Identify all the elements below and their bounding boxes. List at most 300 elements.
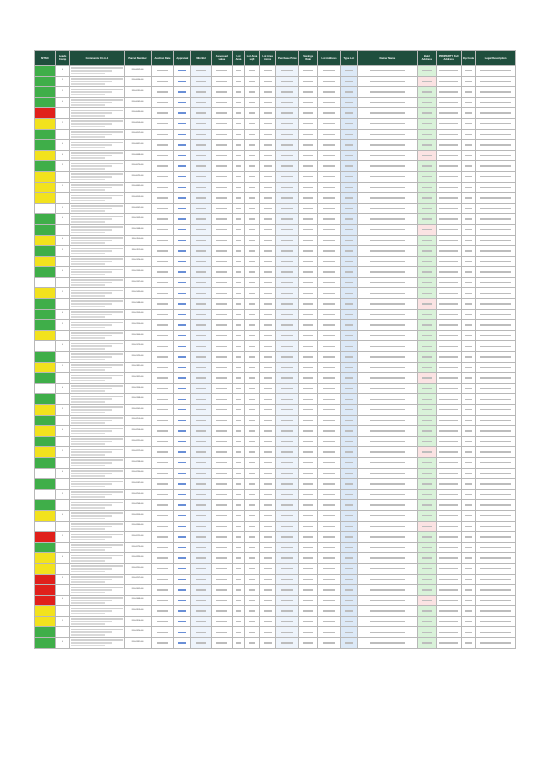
table-row[interactable] — [35, 500, 516, 511]
data-cell — [476, 299, 516, 310]
column-header[interactable]: Lot Area — [232, 51, 244, 66]
data-cell — [417, 383, 436, 394]
data-cell[interactable] — [174, 585, 191, 596]
data-cell[interactable] — [174, 415, 191, 426]
cell-content — [422, 557, 431, 558]
cell-content — [236, 483, 242, 484]
data-cell — [340, 140, 357, 151]
data-cell — [299, 532, 318, 543]
data-cell — [232, 426, 244, 437]
table-row[interactable] — [35, 161, 516, 172]
data-cell — [245, 171, 260, 182]
data-cell[interactable] — [174, 118, 191, 129]
table-row[interactable] — [35, 436, 516, 447]
cell-content — [370, 610, 404, 611]
data-cell[interactable] — [174, 500, 191, 511]
data-cell — [299, 352, 318, 363]
data-cell[interactable] — [174, 627, 191, 638]
table-row[interactable] — [35, 66, 516, 77]
table-row[interactable] — [35, 405, 516, 416]
data-cell — [461, 320, 476, 331]
data-cell — [151, 309, 174, 320]
column-header[interactable]: Purchase Price — [276, 51, 299, 66]
data-cell — [191, 352, 212, 363]
table-row[interactable] — [35, 606, 516, 617]
table-row[interactable] — [35, 563, 516, 574]
parcel-cell: 2014-03196-000 — [124, 616, 151, 627]
cell-content — [303, 409, 312, 410]
data-cell — [476, 394, 516, 405]
column-header[interactable]: Comments On A-1 — [70, 51, 124, 66]
table-row[interactable] — [35, 468, 516, 479]
table-row[interactable] — [35, 479, 516, 490]
cell-content — [216, 282, 227, 283]
data-cell — [461, 299, 476, 310]
cell-content — [439, 621, 458, 622]
data-cell — [340, 87, 357, 98]
data-cell — [245, 606, 260, 617]
data-cell[interactable] — [174, 299, 191, 310]
data-cell[interactable] — [174, 277, 191, 288]
data-cell — [357, 606, 417, 617]
data-cell[interactable] — [174, 616, 191, 627]
data-cell[interactable] — [174, 76, 191, 87]
comment-cell — [70, 235, 124, 246]
data-cell — [191, 193, 212, 204]
comment-cell — [70, 214, 124, 225]
column-header[interactable]: Buid Address — [417, 51, 436, 66]
cell-content — [281, 271, 293, 272]
cell-content — [439, 632, 458, 633]
cell-content — [216, 388, 227, 389]
data-cell[interactable] — [174, 256, 191, 267]
data-cell[interactable] — [174, 330, 191, 341]
data-cell[interactable] — [174, 288, 191, 299]
cell-content — [249, 568, 256, 569]
table-row[interactable] — [35, 214, 516, 225]
status-fill — [35, 130, 55, 140]
data-cell — [461, 574, 476, 585]
cell-content — [236, 155, 242, 156]
data-cell[interactable] — [174, 182, 191, 193]
status-fill — [35, 617, 55, 627]
data-cell — [151, 118, 174, 129]
data-cell — [436, 182, 461, 193]
data-cell — [417, 638, 436, 649]
cell-content — [370, 261, 404, 262]
data-cell — [461, 532, 476, 543]
cell-content — [264, 388, 272, 389]
table-row[interactable] — [35, 352, 516, 363]
cell-content — [216, 187, 227, 188]
status-swatch — [35, 182, 56, 193]
data-cell[interactable] — [174, 161, 191, 172]
data-cell — [340, 309, 357, 320]
table-row[interactable] — [35, 447, 516, 458]
data-cell — [259, 256, 276, 267]
data-cell — [417, 489, 436, 500]
cell-content — [264, 568, 272, 569]
cell-content — [157, 218, 169, 219]
parcel-cell: 2014-00311-000 — [124, 87, 151, 98]
cell-content — [236, 70, 242, 71]
data-cell[interactable] — [174, 171, 191, 182]
data-cell[interactable] — [174, 235, 191, 246]
cell-content — [216, 515, 227, 516]
table-row[interactable] — [35, 235, 516, 246]
data-cell[interactable] — [174, 140, 191, 151]
data-cell — [151, 66, 174, 77]
column-header[interactable]: Lot Address — [318, 51, 341, 66]
status-fill — [35, 553, 55, 563]
data-cell — [211, 320, 232, 331]
data-cell — [299, 330, 318, 341]
status-swatch — [35, 500, 56, 511]
cell-content — [480, 303, 511, 304]
status-fill — [35, 447, 55, 457]
table-row[interactable] — [35, 171, 516, 182]
data-cell[interactable] — [174, 193, 191, 204]
table-row[interactable] — [35, 585, 516, 596]
table-row[interactable] — [35, 394, 516, 405]
data-cell[interactable] — [174, 373, 191, 384]
table-row[interactable] — [35, 140, 516, 151]
data-cell — [299, 426, 318, 437]
table-row[interactable] — [35, 595, 516, 606]
table-row[interactable] — [35, 299, 516, 310]
column-header[interactable]: Lot Area Acres — [259, 51, 276, 66]
data-cell — [245, 627, 260, 638]
cell-content — [249, 642, 256, 643]
cell-content — [345, 70, 353, 71]
data-cell[interactable] — [174, 66, 191, 77]
comment-cell — [70, 246, 124, 257]
column-header[interactable]: Min Bid — [191, 51, 212, 66]
data-cell[interactable] — [174, 606, 191, 617]
column-header[interactable]: Assessed value — [211, 51, 232, 66]
table-row[interactable] — [35, 521, 516, 532]
cell-content — [323, 102, 335, 103]
data-cell — [299, 500, 318, 511]
cell-content — [236, 240, 242, 241]
cell-content — [422, 81, 431, 82]
cell-content — [323, 293, 335, 294]
cell-content — [264, 610, 272, 611]
data-cell — [211, 182, 232, 193]
data-cell — [476, 447, 516, 458]
status-swatch — [35, 118, 56, 129]
table-row[interactable] — [35, 129, 516, 140]
cell-content — [249, 409, 256, 410]
data-cell — [259, 224, 276, 235]
table-row[interactable] — [35, 383, 516, 394]
cell-content — [323, 346, 335, 347]
data-cell — [232, 489, 244, 500]
data-cell[interactable] — [174, 426, 191, 437]
cell-content — [281, 250, 293, 251]
table-row[interactable] — [35, 267, 516, 278]
table-row[interactable] — [35, 638, 516, 649]
column-header[interactable]: Auction Date — [151, 51, 174, 66]
data-cell — [191, 66, 212, 77]
table-row[interactable] — [35, 246, 516, 257]
table-row[interactable] — [35, 76, 516, 87]
data-cell[interactable] — [174, 203, 191, 214]
table-row[interactable] — [35, 309, 516, 320]
cell-content — [236, 250, 242, 251]
data-cell[interactable] — [174, 309, 191, 320]
data-cell — [211, 214, 232, 225]
data-cell — [191, 246, 212, 257]
table-row[interactable] — [35, 457, 516, 468]
table-row[interactable] — [35, 224, 516, 235]
data-cell — [151, 468, 174, 479]
data-cell[interactable] — [174, 489, 191, 500]
data-cell[interactable] — [174, 553, 191, 564]
column-header[interactable]: Leads Comp — [55, 51, 70, 66]
cell-content — [345, 155, 353, 156]
cell-content — [323, 303, 335, 304]
table-row[interactable] — [35, 87, 516, 98]
table-row[interactable] — [35, 532, 516, 543]
parcel-cell: 2014-00342-000 — [124, 97, 151, 108]
data-cell — [417, 140, 436, 151]
data-cell[interactable] — [174, 129, 191, 140]
data-cell — [461, 468, 476, 479]
cell-content — [303, 430, 312, 431]
cell-content — [196, 568, 207, 569]
cell-content — [236, 579, 242, 580]
cell-content — [178, 557, 186, 558]
data-cell — [318, 288, 341, 299]
data-cell — [461, 585, 476, 596]
column-header[interactable]: Parcel Number — [124, 51, 151, 66]
comment-cell — [70, 224, 124, 235]
table-row[interactable] — [35, 415, 516, 426]
table-row[interactable] — [35, 118, 516, 129]
cell-content — [216, 144, 227, 145]
cell-content — [281, 420, 293, 421]
table-row[interactable] — [35, 256, 516, 267]
column-header[interactable]: Lot Area sqft — [245, 51, 260, 66]
column-header[interactable]: Owner Name — [357, 51, 417, 66]
cell-content — [370, 314, 404, 315]
data-cell[interactable] — [174, 542, 191, 553]
data-cell — [299, 616, 318, 627]
status-fill — [35, 437, 55, 447]
data-cell[interactable] — [174, 563, 191, 574]
table-row[interactable] — [35, 489, 516, 500]
table-row[interactable] — [35, 553, 516, 564]
cell-content — [303, 557, 312, 558]
cell-content — [157, 388, 169, 389]
column-header[interactable]: Savings Rate — [299, 51, 318, 66]
cell-content — [439, 261, 458, 262]
data-cell — [340, 627, 357, 638]
data-cell — [340, 66, 357, 77]
data-cell[interactable] — [174, 267, 191, 278]
header-row — [35, 51, 516, 66]
data-cell — [318, 76, 341, 87]
data-cell[interactable] — [174, 246, 191, 257]
table-row[interactable] — [35, 108, 516, 119]
data-cell — [476, 426, 516, 437]
column-header[interactable]: Legal Description — [476, 51, 516, 66]
parcel-cell: 2014-01302-000 — [124, 267, 151, 278]
table-row[interactable] — [35, 330, 516, 341]
column-header[interactable]: MTSO — [35, 51, 56, 66]
data-cell[interactable] — [174, 479, 191, 490]
cell-content — [303, 441, 312, 442]
cell-content — [157, 621, 169, 622]
data-cell — [436, 352, 461, 363]
cell-content — [480, 579, 511, 580]
data-cell[interactable] — [174, 447, 191, 458]
cell-content — [264, 579, 272, 580]
table-row[interactable] — [35, 97, 516, 108]
data-cell — [245, 320, 260, 331]
cell-content — [370, 377, 404, 378]
cell-content — [264, 473, 272, 474]
data-cell[interactable] — [174, 362, 191, 373]
cell-content — [196, 303, 207, 304]
parcel-cell: 2014-01420-000 — [124, 288, 151, 299]
data-cell[interactable] — [174, 394, 191, 405]
cell-content — [480, 346, 511, 347]
table-row[interactable] — [35, 150, 516, 161]
cell-content — [264, 600, 272, 601]
cell-content — [345, 526, 353, 527]
data-cell[interactable] — [174, 574, 191, 585]
table-row[interactable] — [35, 320, 516, 331]
data-cell — [191, 405, 212, 416]
table-row[interactable] — [35, 574, 516, 585]
data-cell[interactable] — [174, 510, 191, 521]
data-cell — [436, 468, 461, 479]
data-cell[interactable] — [174, 405, 191, 416]
data-cell[interactable] — [174, 457, 191, 468]
data-cell — [340, 616, 357, 627]
data-cell — [259, 182, 276, 193]
table-row[interactable] — [35, 542, 516, 553]
table-row[interactable] — [35, 182, 516, 193]
data-cell — [461, 267, 476, 278]
table-row[interactable] — [35, 362, 516, 373]
data-cell — [318, 118, 341, 129]
cell-content — [196, 473, 207, 474]
table-row[interactable] — [35, 627, 516, 638]
status-swatch — [35, 150, 56, 161]
table-row[interactable] — [35, 426, 516, 437]
data-cell[interactable] — [174, 595, 191, 606]
column-header[interactable]: Type Lot — [340, 51, 357, 66]
data-cell — [340, 108, 357, 119]
data-cell — [259, 553, 276, 564]
table-row[interactable] — [35, 341, 516, 352]
parcel-cell: 2014-03088-000 — [124, 595, 151, 606]
cell-content — [157, 367, 169, 368]
table-row[interactable] — [35, 203, 516, 214]
data-cell[interactable] — [174, 97, 191, 108]
cell-content — [303, 314, 312, 315]
data-cell[interactable] — [174, 341, 191, 352]
data-cell — [476, 510, 516, 521]
cell-content — [439, 187, 458, 188]
table-row[interactable] — [35, 277, 516, 288]
table-row[interactable] — [35, 193, 516, 204]
data-cell[interactable] — [174, 383, 191, 394]
data-cell — [232, 532, 244, 543]
data-cell[interactable] — [174, 521, 191, 532]
data-cell[interactable] — [174, 150, 191, 161]
column-header[interactable]: PROPERTY Full Address — [436, 51, 461, 66]
data-cell — [299, 161, 318, 172]
data-cell[interactable] — [174, 87, 191, 98]
cell-content — [422, 293, 431, 294]
table-row[interactable] — [35, 616, 516, 627]
data-cell[interactable] — [174, 532, 191, 543]
cell-content — [345, 218, 353, 219]
data-cell — [232, 595, 244, 606]
column-header[interactable]: Appraisal — [174, 51, 191, 66]
data-cell — [417, 500, 436, 511]
data-cell[interactable] — [174, 214, 191, 225]
table-row[interactable] — [35, 373, 516, 384]
status-swatch — [35, 563, 56, 574]
cell-content — [157, 536, 169, 537]
column-header[interactable]: Zip Code — [461, 51, 476, 66]
data-cell[interactable] — [174, 108, 191, 119]
cell-content — [303, 240, 312, 241]
cell-content — [465, 176, 472, 177]
lead-id-cell: 6 — [55, 309, 70, 320]
data-cell — [436, 457, 461, 468]
data-cell — [476, 479, 516, 490]
data-cell — [340, 574, 357, 585]
data-cell[interactable] — [174, 352, 191, 363]
data-cell — [211, 288, 232, 299]
cell-content — [439, 600, 458, 601]
data-cell[interactable] — [174, 638, 191, 649]
cell-content — [178, 483, 186, 484]
status-fill — [35, 564, 55, 574]
status-swatch — [35, 352, 56, 363]
status-swatch — [35, 468, 56, 479]
data-cell — [318, 171, 341, 182]
data-cell[interactable] — [174, 320, 191, 331]
data-cell — [245, 510, 260, 521]
parcel-cell: 2014-02447-000 — [124, 479, 151, 490]
cell-content — [157, 399, 169, 400]
data-cell — [232, 394, 244, 405]
comment-cell — [70, 606, 124, 617]
cell-content — [303, 155, 312, 156]
cell-content — [216, 134, 227, 135]
data-cell[interactable] — [174, 224, 191, 235]
data-cell[interactable] — [174, 436, 191, 447]
table-row[interactable] — [35, 288, 516, 299]
data-cell[interactable] — [174, 468, 191, 479]
cell-content — [178, 462, 186, 463]
cell-content — [370, 409, 404, 410]
lead-id-cell: 3 — [55, 76, 70, 87]
cell-content — [422, 134, 431, 135]
data-cell — [276, 563, 299, 574]
cell-content — [249, 632, 256, 633]
cell-content — [264, 399, 272, 400]
table-row[interactable] — [35, 510, 516, 521]
data-cell — [151, 320, 174, 331]
